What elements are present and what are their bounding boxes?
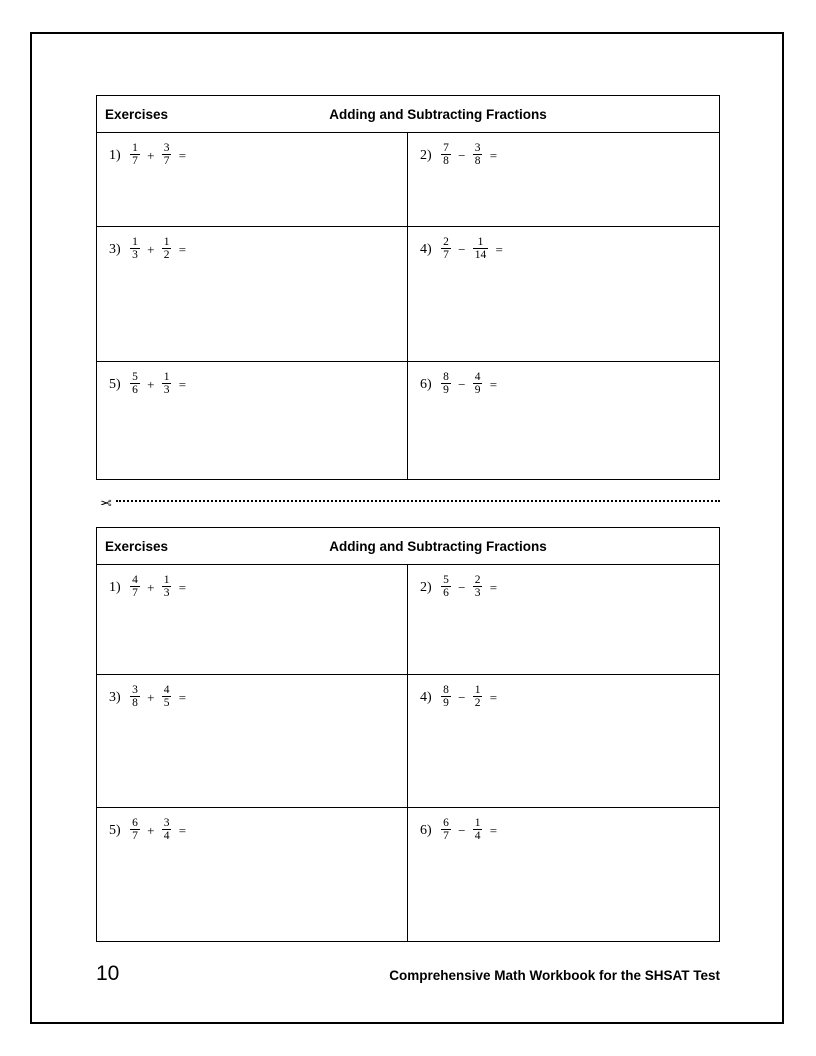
equals-sign: = [178,690,187,705]
problem-expression [128,685,188,711]
problem-cell-2[interactable] [408,133,719,226]
problem-row [97,133,719,227]
numerator: 3 [163,817,170,829]
problem-number: 6) [420,377,432,392]
problem-number: 1) [109,148,121,163]
equals-sign: = [489,377,498,392]
operator: − [458,148,466,163]
operator: − [458,242,466,257]
fraction-first [130,684,140,710]
denominator: 6 [132,384,138,396]
footer-title: Comprehensive Math Workbook for the SHSAT Test [389,968,720,983]
problem-number: 1) [109,580,121,595]
operator: + [147,823,155,838]
operator: + [147,690,155,705]
denominator: 4 [474,830,481,842]
denominator: 2 [163,249,170,261]
numerator: 1 [132,142,138,154]
numerator: 7 [443,142,449,154]
denominator: 9 [474,384,481,396]
fraction-first [441,371,451,397]
problem-number: 3) [109,690,121,705]
denominator: 14 [474,249,487,261]
fraction-second [162,142,172,168]
fraction-first [130,371,140,397]
equals-sign: = [178,377,187,392]
equals-sign: = [178,148,187,163]
problem-number: 4) [420,690,432,705]
numerator: 1 [474,817,481,829]
denominator: 9 [443,697,449,709]
denominator: 6 [443,587,449,599]
problem-cell-4[interactable] [408,675,719,807]
numerator: 8 [443,684,449,696]
problem-cell-6[interactable] [408,808,719,941]
denominator: 7 [132,830,138,842]
equals-sign: = [489,690,498,705]
equals-sign: = [489,580,498,595]
problem-expression [439,237,505,263]
numerator: 5 [443,574,449,586]
numerator: 2 [443,236,449,248]
problem-expression [128,237,188,263]
denominator: 3 [163,587,170,599]
problem-cell-3[interactable] [97,675,408,807]
numerator: 4 [163,684,170,696]
worksheet-title: Adding and Subtracting Fractions [329,538,547,554]
page-footer [96,962,720,986]
denominator: 3 [474,587,481,599]
fraction-first [130,817,140,843]
problem-number: 3) [109,242,121,257]
denominator: 5 [163,697,170,709]
fraction-second [162,817,172,843]
worksheet-header [97,528,719,565]
denominator: 3 [163,384,170,396]
problem-expression [128,143,188,169]
fraction-second [473,142,483,168]
numerator: 6 [443,817,449,829]
denominator: 3 [132,249,138,261]
denominator: 7 [443,830,449,842]
operator: + [147,580,155,595]
operator: + [147,242,155,257]
equals-sign: = [495,242,503,257]
fraction-second [473,817,483,843]
numerator: 5 [132,371,138,383]
numerator: 1 [473,236,489,249]
denominator: 2 [474,697,481,709]
exercises-label: Exercises [105,538,169,554]
problem-number: 2) [420,580,432,595]
fraction-second [162,574,172,600]
fraction-first [441,236,451,262]
worksheet-header [97,96,719,133]
problem-number: 6) [420,823,432,838]
problem-number: 2) [420,148,432,163]
denominator: 4 [163,830,170,842]
numerator: 1 [474,684,481,696]
worksheet-title: Adding and Subtracting Fractions [329,106,547,122]
numerator: 1 [163,236,170,248]
worksheet-top [96,95,720,480]
problem-expression [128,575,188,601]
problem-cell-5[interactable] [97,362,408,479]
fraction-first [130,236,140,262]
numerator: 1 [163,371,170,383]
problem-row [97,675,719,808]
fraction-first [441,817,451,843]
numerator: 3 [474,142,481,154]
fraction-first [441,142,451,168]
numerator: 1 [163,574,170,586]
scissors-icon: ✂ [100,495,112,511]
denominator: 7 [443,249,449,261]
numerator: 6 [132,817,138,829]
exercises-label: Exercises [105,106,169,122]
numerator: 4 [132,574,138,586]
operator: + [147,148,155,163]
equals-sign: = [178,242,187,257]
denominator: 7 [132,155,138,167]
numerator: 2 [474,574,481,586]
problem-expression [439,143,499,169]
numerator: 4 [474,371,481,383]
problem-number: 4) [420,242,432,257]
problem-cell-5[interactable] [97,808,408,941]
problem-expression [439,818,499,844]
fraction-first [130,142,140,168]
fraction-second [162,236,172,262]
problem-row [97,362,719,479]
problem-cell-4[interactable] [408,227,719,361]
fraction-first [441,574,451,600]
fraction-second [162,371,172,397]
problem-row [97,565,719,675]
numerator: 3 [163,142,170,154]
problem-number: 5) [109,377,121,392]
equals-sign: = [489,823,498,838]
page-number: 10 [96,962,120,985]
dotted-rule [116,500,720,502]
fraction-first [441,684,451,710]
problem-cell-2[interactable] [408,565,719,674]
operator: − [458,823,466,838]
operator: − [458,580,466,595]
problem-cell-3[interactable] [97,227,408,361]
equals-sign: = [489,148,498,163]
problem-number: 5) [109,823,121,838]
equals-sign: = [178,823,187,838]
numerator: 1 [132,236,138,248]
worksheet-bottom [96,527,720,942]
fraction-second [473,236,489,262]
problem-row [97,227,719,362]
fraction-second [473,684,483,710]
fraction-second [473,574,483,600]
denominator: 8 [474,155,481,167]
denominator: 9 [443,384,449,396]
equals-sign: = [178,580,187,595]
numerator: 8 [443,371,449,383]
numerator: 3 [132,684,138,696]
denominator: 7 [163,155,170,167]
problem-expression [439,372,499,398]
problem-expression [439,575,499,601]
problem-expression [439,685,499,711]
operator: − [458,690,466,705]
problem-cell-1[interactable] [97,133,408,226]
fraction-second [162,684,172,710]
fraction-first [130,574,140,600]
cut-line [100,496,720,510]
operator: − [458,377,466,392]
denominator: 7 [132,587,138,599]
operator: + [147,377,155,392]
denominator: 8 [443,155,449,167]
problem-row [97,808,719,941]
fraction-second [473,371,483,397]
problem-cell-6[interactable] [408,362,719,479]
problem-cell-1[interactable] [97,565,408,674]
problem-expression [128,372,188,398]
denominator: 8 [132,697,138,709]
problem-expression [128,818,188,844]
